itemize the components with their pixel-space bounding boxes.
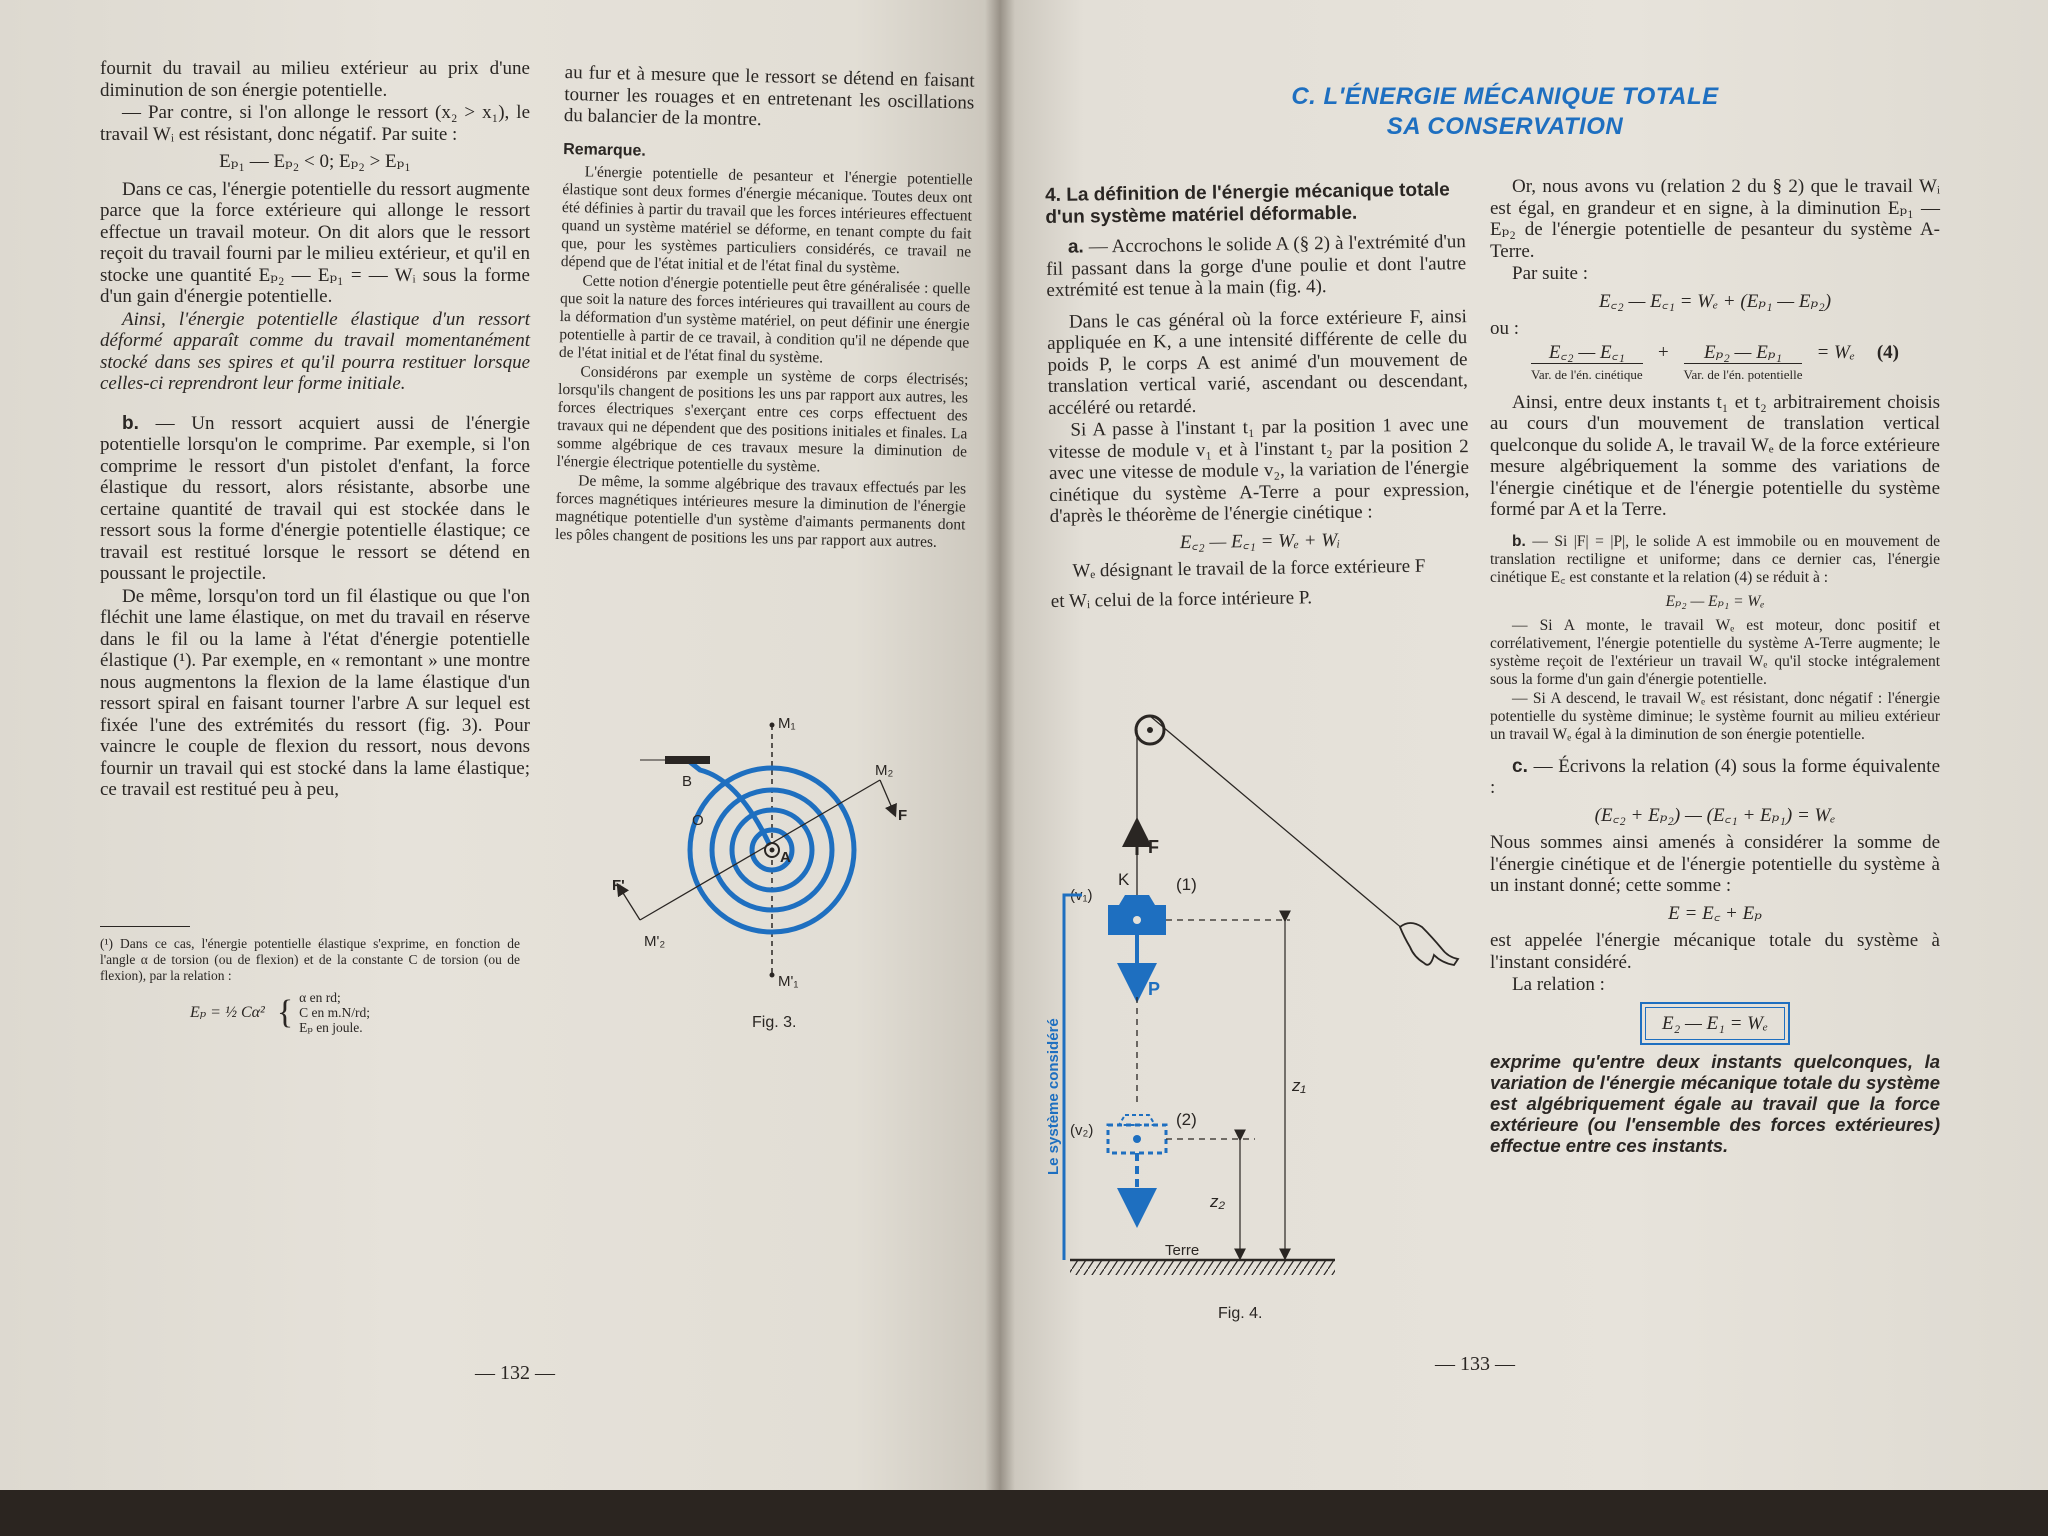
paragraph: fournit du travail au milieu extérieur au prix d'une diminution de son énergie potentielle. (100, 58, 530, 101)
paragraph: L'énergie potentielle de pesanteur et l'énergie potentielle élastique sont deux formes d'énergie mécanique. Toutes deux ont été définies à partir du travail que les forces intérieures effectuent quand un système matériel se déforme, en tenant compte du fait que, pour les systèmes particuliers considérés, ce travail ne dépend que de l'état initial et de l'état final du système. (560, 163, 973, 278)
paragraph: La relation : (1512, 974, 1605, 995)
pulley-axle (1147, 727, 1153, 733)
fixed-support-b (665, 756, 710, 764)
chapter-title-line: C. L'ÉNERGIE MÉCANIQUE TOTALE (1291, 83, 1719, 110)
label-m2: M₂ (875, 762, 894, 779)
paragraph: au fur et à mesure que le ressort se détend en faisant tourner les rouages et en entretenant les oscillations du balancier de la montre. (563, 62, 975, 131)
paragraph-b (100, 413, 530, 585)
equation: Eₚ₂ — Eₚ₁ = Wₑ (1665, 592, 1765, 610)
label-k: K (1118, 870, 1130, 889)
chapter-title (1140, 82, 1870, 142)
boxed-equation (1640, 1002, 1790, 1046)
label-m1: M₁ (778, 715, 796, 732)
left-column-1 (100, 58, 530, 802)
label-z1: z₁ (1292, 1076, 1306, 1095)
brace: { (276, 993, 294, 1031)
fig3-caption: Fig. 3. (752, 1014, 797, 1031)
underbrace-potential (1684, 342, 1803, 386)
paragraph-text: — Un ressort acquiert aussi de l'énergie potentielle lorsqu'on le comprime. Par exemple, si l'on comprime le ressort d'un pistolet d'enfant, la force élastique du ressort, alors résistante, absorbe une certaine quantité de travail qui est stockée dans le ressort sous la forme d'énergie potentielle élastique; ce travail est restitué lorsque le ressort se détend en poussant le projectile. (100, 412, 531, 584)
paragraph: De même, la somme algébrique des travaux effectués par les forces magnétiques intérieures mesure la diminution de l'énergie magnétique potentielle d'un système d'aimants permanents dont les pôles changent de positions les uns par rapport aux autres. (554, 472, 967, 551)
point-mprime1 (770, 973, 775, 978)
underbrace-label: Var. de l'én. potentielle (1683, 367, 1803, 382)
term: = Wₑ (1816, 341, 1855, 363)
label-pos2: (2) (1176, 1110, 1197, 1129)
remark-block (555, 163, 973, 553)
operator: + (1656, 341, 1670, 363)
conclusion-paragraph: exprime qu'entre deux instants quelconques, la variation de l'énergie mécanique totale du système est algébriquement égale au travail que la force extérieure (ou l'ensemble des forces extérieures) effectue entre ces instants. (1490, 1051, 1940, 1156)
section-title: 4. La définition de l'énergie mécanique totale d'un système matériel déformable. (1045, 179, 1450, 228)
equation: E꜀₂ — E꜀₁ = Wₑ + (Eₚ₁ — Eₚ₂) (1598, 290, 1832, 312)
key-lever (640, 780, 880, 920)
point-m1 (770, 723, 775, 728)
unit-line: Eₚ en joule. (299, 1020, 363, 1035)
paragraph: Dans ce cas, l'énergie potentielle du ressort augmente parce que la force extérieure qui allonge le ressort effectue un travail moteur. On dit alors que le ressort reçoit du travail fourni par le milieu extérieur, et qu'il en stocke une quantité Eₚ₂ — Eₚ₁ = — Wᵢ sous la forme d'un gain d'énergie potentielle. (100, 178, 530, 307)
paragraph-text: — Accrochons le solide A (§ 2) à l'extrémité d'un fil passant dans la gorge d'une poulie et dont l'autre extrémité est tenue à la main (fig. 4). (1046, 231, 1467, 301)
item-label: c. (1512, 755, 1528, 777)
footnote-units (299, 990, 370, 1035)
page-number-left: — 132 — (475, 1362, 555, 1384)
fig3-diagram (600, 710, 940, 1010)
footnote-formula (190, 990, 520, 1035)
arbor-center (770, 848, 775, 853)
item-label: b. (1512, 532, 1526, 550)
paragraph-a (1046, 231, 1467, 301)
label-system: Le système considéré (1045, 1018, 1062, 1175)
term: Eₚ₂ — Eₚ₁ (1684, 342, 1803, 365)
table-surface (0, 1490, 2048, 1536)
system-bracket (1064, 895, 1082, 1260)
remark-heading: Remarque. (563, 140, 647, 160)
fig4-caption: Fig. 4. (1218, 1305, 1263, 1322)
book-gutter (985, 0, 1015, 1490)
footnote-equation: Eₚ = ½ Cα² (190, 1003, 265, 1021)
rope-to-hand (1150, 716, 1410, 935)
hand-icon (1400, 923, 1458, 965)
equation: E = E꜀ + Eₚ (1668, 902, 1762, 924)
label-f: F (1148, 837, 1159, 857)
ground-hatch (1070, 1261, 1335, 1275)
label-b: B (682, 773, 693, 790)
paragraph: Par suite : (1512, 263, 1588, 284)
unit-line: C en m.N/rd; (299, 1005, 371, 1020)
underbrace-kinetic (1531, 342, 1643, 386)
label-o: O (692, 812, 704, 829)
mass-center (1133, 916, 1141, 924)
item-label: a. (1067, 236, 1084, 258)
boxed-equation-text: E₂ — E₁ = Wₑ (1645, 1007, 1785, 1041)
paragraph: De même, lorsqu'on tord un fil élastique ou que l'on fléchit une lame élastique, on met du travail en réserve dans le fil ou la lame à l'état d'énergie potentielle élastique (¹). Par exemple, en « remontant » une montre nous augmentons la flexion de la lame élastique d'un ressort spiral en faisant tourner l'arbre A sur lequel est fixée l'une des extrémités du ressort (fig. 3). Pour vaincre le couple de flexion du ressort, nous devons fournir un travail qui est stocké dans la lame élastique; ce travail est restitué peu à peu, (100, 585, 530, 800)
label-v2: (v₂) (1070, 1122, 1094, 1139)
fig4-diagram (1040, 705, 1480, 1290)
term: E꜀₂ — E꜀₁ (1531, 342, 1643, 365)
paragraph: Cette notion d'énergie potentielle peut être généralisée : quelle que soit la nature des forces intérieures qui travaillent au cours de la déformation d'un système matériel, on peut définir une énergie potentielle à partir de ce travail, à condition qu'il ne dépende que de l'état initial et de l'état final du système. (558, 272, 971, 367)
underbrace-label: Var. de l'én. cinétique (1530, 367, 1643, 382)
mass-top (1119, 895, 1155, 905)
paragraph: Considérons par exemple un système de corps électrisés; lorsqu'ils changent de positions les uns par rapport aux autres, les forces électriques s'exerçant entre ces corps effectuent des travaux qui ne dépendent que des positions initiales et finales. La somme algébrique de ces travaux mesure la diminution de l'énergie électrique potentielle du système. (556, 363, 969, 476)
equation-number: (4) (1876, 341, 1900, 363)
right-column-1 (1045, 179, 1471, 613)
label-mprime2: M'₂ (644, 933, 666, 950)
label-p: P (1148, 979, 1161, 999)
paragraph: Ainsi, entre deux instants t₁ et t₂ arbitrairement choisis au cours d'un mouvement de translation vertical quelconque du solide A, le travail Wₑ de la force extérieure mesure algébriquement la somme des variations de l'énergie cinétique et de l'énergie potentielle du système formé par A et la Terre. (1490, 391, 1940, 520)
paragraph: — Par contre, si l'on allonge le ressort (x₂ > x₁), le travail Wᵢ est résistant, donc négatif. Par suite : (100, 102, 530, 145)
paragraph-b (1490, 533, 1940, 587)
paragraph: ou : (1490, 318, 1520, 339)
label-f: F (898, 807, 908, 824)
paragraph: et Wᵢ celui de la force intérieure P. (1050, 586, 1313, 612)
section-b (1490, 533, 1940, 744)
paragraph: Wₑ désignant le travail de la force extérieure F (1072, 555, 1426, 582)
label-pos1: (1) (1176, 875, 1197, 894)
paragraph-text: — Écrivons la relation (4) sous la forme équivalente : (1490, 755, 1941, 798)
paragraph: est appelée l'énergie mécanique totale du système à l'instant considéré. (1490, 930, 1940, 973)
chapter-title-line: SA CONSERVATION (1386, 113, 1624, 140)
equation: (E꜀₂ + Eₚ₂) — (E꜀₁ + Eₚ₁) = Wₑ (1594, 804, 1836, 826)
paragraph: Ainsi, l'énergie potentielle élastique d'un ressort déformé apparaît comme du travail momentanément stocké dans ses spires et qu'il pourra restituer lorsque celles-ci reprendront leur forme initiale. (100, 308, 530, 394)
unit-line: α en rd; (299, 990, 341, 1005)
paragraph-c (1490, 756, 1940, 799)
paragraph: Si A passe à l'instant t₁ par la position 1 avec une vitesse de module v₁ et à l'instant t₂ par la position 2 avec une vitesse de module v₂, la variation de l'énergie cinétique du système A-Terre a pour expression, d'après le théorème de l'énergie cinétique : (1048, 414, 1470, 527)
left-column-2 (555, 62, 975, 553)
label-a: A (780, 849, 791, 866)
item-label: b. (122, 412, 139, 434)
paragraph-text: — Si |F| = |P|, le solide A est immobile ou en mouvement de translation rectiligne et uniforme; dans ce dernier cas, l'énergie cinétique E꜀ est constante et la relation (4) se réduit à : (1490, 532, 1941, 586)
footnote-text: (¹) Dans ce cas, l'énergie potentielle élastique s'exprime, en fonction de l'angle α de torsion (ou de flexion) et de la constante C de torsion (ou de flexion), par la relation : (100, 936, 520, 983)
paragraph: — Si A descend, le travail Wₑ est résistant, donc négatif : l'énergie potentielle du système diminue; le système fournit au milieu extérieur un travail Wₑ égal à la diminution de son énergie potentielle. (1490, 689, 1940, 743)
page-number-right: — 133 — (1435, 1353, 1515, 1375)
equation: Eₚ₁ — Eₚ₂ < 0; Eₚ₂ > Eₚ₁ (219, 151, 411, 172)
paragraph: Dans le cas général où la force extérieure F, ainsi appliquée en K, a une intensité différente de celle du poids P, le corps A est animé d'un mouvement de translation vertical varié, ascendant ou descendant, accéléré ou retardé. (1047, 305, 1468, 419)
paragraph: Nous sommes ainsi amenés à considérer la somme de l'énergie cinétique et de l'énergie potentielle du système à un instant donné; cette somme : (1490, 832, 1940, 896)
mass-center-2 (1133, 1135, 1141, 1143)
paragraph: — Si A monte, le travail Wₑ est moteur, donc positif et corrélativement, l'énergie potentielle du système A-Terre augmente; le système reçoit de l'extérieur un travail Wₑ qu'il stocke intégralement sous la forme d'un gain d'énergie potentielle. (1490, 616, 1940, 688)
force-arrow-f (880, 780, 895, 815)
footnote-rule (100, 926, 190, 927)
label-terre: Terre (1165, 1242, 1200, 1259)
label-mprime1: M'₁ (778, 973, 799, 990)
footnote (100, 936, 520, 1035)
equation: E꜀₂ — E꜀₁ = Wₑ + Wᵢ (1179, 529, 1341, 553)
right-column-2 (1490, 176, 1940, 1157)
label-fprime: F' (612, 877, 625, 894)
equation-4 (1490, 342, 1940, 386)
label-v1: (v₁) (1070, 887, 1093, 904)
label-z2: z₂ (1210, 1192, 1225, 1211)
paragraph: Or, nous avons vu (relation 2 du § 2) que le travail Wᵢ est égal, en grandeur et en signe, à la diminution Eₚ₁ — Eₚ₂ de l'énergie potentielle de pesanteur du système A-Terre. (1490, 176, 1940, 262)
